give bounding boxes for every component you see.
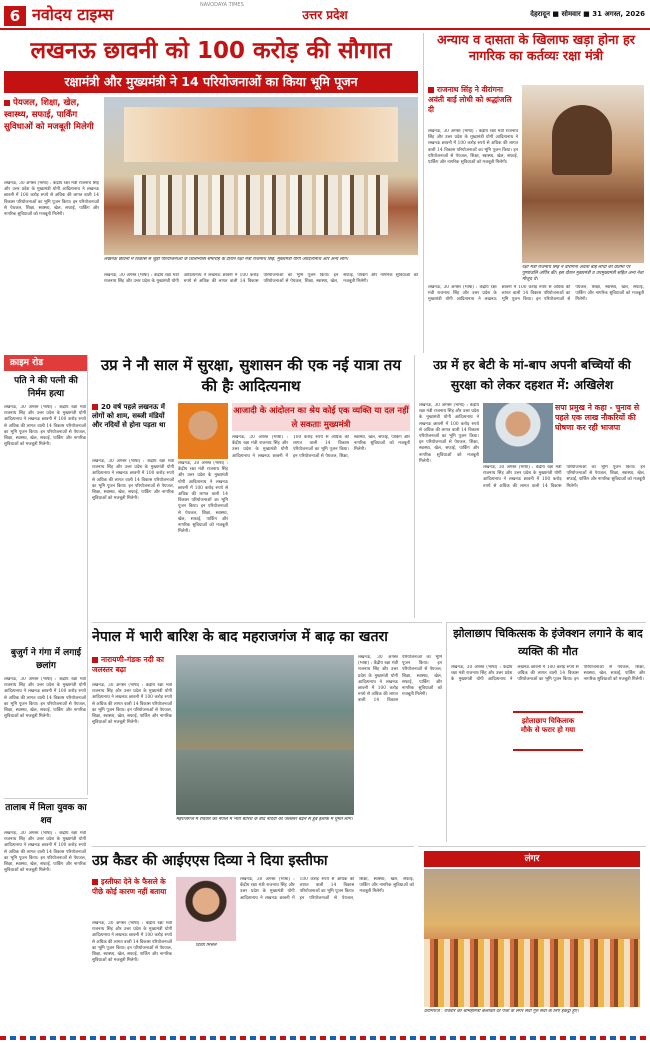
ias-photo xyxy=(176,877,236,941)
dateline: देहरादून ■ सोमवार ■ 31 अगस्त, 2026 xyxy=(530,10,645,18)
pond-story xyxy=(4,798,88,968)
rajnath-photo-caption: रक्षा मंत्री राजनाथ सिंह ने वीरांगना अवंती बाई लोधी की प्रतिमा पर पुष्पांजलि अर्पित की। इस दौरान मुख्यमंत्री व उपमुख्यमंत्री सहित अन्य नेता मौजूद थे। xyxy=(522,265,644,282)
ias-story xyxy=(92,846,414,1031)
lead-body-columns: लखनऊ, 30 अगस्त (भाषा) : केंद्रीय रक्षा मंत्री राजनाथ सिंह और उत्तर प्रदेश के मुख्यमंत्री योगी आदित्यनाथ ने लखनऊ छावनी में 100 करोड़ रुपये से अधिक की लागत वाली 14 विकास परियोजनाओं का भूमि पूजन किया। इन परियोजनाओं से पेयजल, शिक्षा, स्वास्थ्य, खेल, सफाई, पार्किंग और नागरिक सुविधाओं को मजबूती मिलेगी। xyxy=(104,273,418,285)
ias-photo-caption: दिव्या मित्तल xyxy=(195,943,217,948)
flood-body-columns: लखनऊ, 30 अगस्त (भाषा) : केंद्रीय रक्षा मंत्री राजनाथ सिंह और उत्तर प्रदेश के मुख्यमंत्री योगी आदित्यनाथ ने लखनऊ छावनी में 100 करोड़ रुपये से अधिक की लागत वाली 14 विकास परियोजनाओं का भूमि पूजन किया। इन परियोजनाओं से पेयजल, शिक्षा, स्वास्थ्य, खेल, सफाई, पार्किंग और नागरिक सुविधाओं को मजबूती मिलेगी। xyxy=(358,655,442,704)
yogi-col-1: लखनऊ, 30 अगस्त (भाषा) : केंद्रीय रक्षा मंत्री राजनाथ सिंह और उत्तर प्रदेश के मुख्यमंत्री योगी आदित्यनाथ ने लखनऊ छावनी में 100 करोड़ रुपये से अधिक की लागत वाली 14 विकास परियोजनाओं का भूमि पूजन किया। इन परियोजनाओं से पेयजल, शिक्षा, स्वास्थ्य, खेल, सफाई, पार्किंग और नागरिक सुविधाओं को मजबूती मिलेगी। xyxy=(92,459,174,502)
ias-body-columns: लखनऊ, 30 अगस्त (भाषा) : केंद्रीय रक्षा मंत्री राजनाथ सिंह और उत्तर प्रदेश के मुख्यमंत्री योगी आदित्यनाथ ने लखनऊ छावनी में 100 करोड़ रुपये से अधिक की लागत वाली 14 विकास परियोजनाओं का भूमि पूजन किया। इन परियोजनाओं से पेयजल, शिक्षा, स्वास्थ्य, खेल, सफाई, पार्किंग और नागरिक सुविधाओं को मजबूती मिलेगी। xyxy=(240,877,414,901)
akhilesh-story xyxy=(414,355,646,618)
doctor-pull-quote: झोलाछाप चिकित्सक मौके से फरार हो गया xyxy=(513,711,583,751)
doctor-story xyxy=(446,622,646,842)
ias-side-heading xyxy=(92,877,172,917)
bullet-icon xyxy=(428,87,434,93)
langar-label: लंगर xyxy=(424,851,640,867)
yogi-highlight xyxy=(92,403,174,455)
lead-photo xyxy=(104,97,418,255)
crime-story1-body: लखनऊ, 30 अगस्त (भाषा) : केंद्रीय रक्षा मंत्री राजनाथ सिंह और उत्तर प्रदेश के मुख्यमंत्री योगी आदित्यनाथ ने लखनऊ छावनी में 100 करोड़ रुपये से अधिक की लागत वाली 14 विकास परियोजनाओं का भूमि पूजन किया। इन परियोजनाओं से पेयजल, शिक्षा, स्वास्थ्य, खेल, सफाई, पार्किंग और नागरिक सुविधाओं को मजबूती मिलेगी। xyxy=(4,405,86,448)
masthead xyxy=(0,0,650,30)
footer-rule xyxy=(0,1036,650,1040)
sidebar-heading-text: पेयजल, शिक्षा, खेल, स्वास्थ्य, सफाई, पार्किंग सुविधाओं को मजबूती मिलेगी xyxy=(4,98,94,132)
bullet-icon xyxy=(92,404,98,410)
yogi-story xyxy=(92,355,410,618)
bullet-icon xyxy=(4,100,10,106)
lead-photo-caption: लखनऊ छावनी में विकास से जुड़ी परियोजनाओं के शिलान्यास समारोह के दौरान रक्षा मंत्री राजनाथ सिंह, मुख्यमंत्री योगी आदित्यनाथ और अन्य लोग। xyxy=(104,257,349,262)
langar-box xyxy=(418,846,646,1031)
yogi-photo xyxy=(178,403,228,459)
paper-name: नवोदय टाइम्स xyxy=(32,5,114,24)
rajnath-headline: अन्याय व दासता के खिलाफ खड़ा होना हर नागरिक का कर्तव्यः रक्षा मंत्री xyxy=(436,33,636,64)
crime-story2-head: बुजुर्ग ने गंगा में लगाई छलांग xyxy=(10,648,82,671)
lead-intro-text: लखनऊ, 30 अगस्त (भाषा) : केंद्रीय रक्षा मंत्री राजनाथ सिंह और उत्तर प्रदेश के मुख्यमंत्री योगी आदित्यनाथ ने लखनऊ छावनी में 100 करोड़ रुपये से अधिक की लागत वाली 14 विकास परियोजनाओं का भूमि पूजन किया। इन परियोजनाओं से पेयजल, शिक्षा, स्वास्थ्य, खेल, सफाई, पार्किंग और नागरिक सुविधाओं को मजबूती मिलेगी। xyxy=(4,181,99,218)
rajnath-side-heading xyxy=(428,85,518,125)
yogi-col-2: लखनऊ, 30 अगस्त (भाषा) : केंद्रीय रक्षा मंत्री राजनाथ सिंह और उत्तर प्रदेश के मुख्यमंत्री योगी आदित्यनाथ ने लखनऊ छावनी में 100 करोड़ रुपये से अधिक की लागत वाली 14 विकास परियोजनाओं का भूमि पूजन किया। इन परियोजनाओं से पेयजल, शिक्षा, स्वास्थ्य, खेल, सफाई, पार्किंग और नागरिक सुविधाओं को मजबूती मिलेगी। xyxy=(178,461,228,535)
yogi-headline: उप्र ने नौ साल में सुरक्षा, सुशासन की एक नई यात्रा तय की हैः आदित्यनाथ xyxy=(100,356,402,395)
page-number-badge: 6 xyxy=(4,6,26,26)
masthead-rule xyxy=(0,28,650,30)
pond-headline: तालाब में मिला युवक का शव xyxy=(5,803,87,826)
ias-col-1: लखनऊ, 30 अगस्त (भाषा) : केंद्रीय रक्षा मंत्री राजनाथ सिंह और उत्तर प्रदेश के मुख्यमंत्री योगी आदित्यनाथ ने लखनऊ छावनी में 100 करोड़ रुपये से अधिक की लागत वाली 14 विकास परियोजनाओं का भूमि पूजन किया। इन परियोजनाओं से पेयजल, शिक्षा, स्वास्थ्य, खेल, सफाई, पार्किंग और नागरिक सुविधाओं को मजबूती मिलेगी। xyxy=(92,921,172,964)
crowd xyxy=(424,939,640,1007)
flood-photo xyxy=(176,655,354,815)
rajnath-story xyxy=(423,33,646,353)
rajnath-col-1: लखनऊ, 30 अगस्त (भाषा) : केंद्रीय रक्षा मंत्री राजनाथ सिंह और उत्तर प्रदेश के मुख्यमंत्री योगी आदित्यनाथ ने लखनऊ छावनी में 100 करोड़ रुपये से अधिक की लागत वाली 14 विकास परियोजनाओं का भूमि पूजन किया। इन परियोजनाओं से पेयजल, शिक्षा, स्वास्थ्य, खेल, सफाई, पार्किंग और नागरिक सुविधाओं को मजबूती मिलेगी। xyxy=(428,129,518,166)
lead-headline: लखनऊ छावनी को 100 करोड़ की सौगात xyxy=(30,38,392,64)
rajnath-photo xyxy=(522,85,644,263)
ias-headline: उप्र कैडर की आईएएस दिव्या ने दिया इस्तीफा xyxy=(92,853,328,869)
lead-story xyxy=(4,33,418,353)
dignitaries-row xyxy=(134,175,388,235)
rajnath-body-columns: लखनऊ, 30 अगस्त (भाषा) : केंद्रीय रक्षा मंत्री राजनाथ सिंह और उत्तर प्रदेश के मुख्यमंत्री योगी आदित्यनाथ ने लखनऊ छावनी में 100 करोड़ रुपये से अधिक की लागत वाली 14 विकास परियोजनाओं का भूमि पूजन किया। इन परियोजनाओं से पेयजल, शिक्षा, स्वास्थ्य, खेल, सफाई, पार्किंग और नागरिक सुविधाओं को मजबूती मिलेगी। xyxy=(428,285,644,303)
langar-photo xyxy=(424,869,640,1007)
doctor-headline: झोलाछाप चिकित्सक के इंजेक्शन लगाने के बाद व्यक्ति की मौत xyxy=(453,627,643,658)
langar-caption: प्रयागराज : रविवार को श्रीमहामंत्री कलावेत दर पंजी के लंगर सेवा गुरु सेवा के लिए इकट्ठा हुए। xyxy=(424,1009,579,1014)
flood-story xyxy=(92,622,442,842)
crime-story2-body: लखनऊ, 30 अगस्त (भाषा) : केंद्रीय रक्षा मंत्री राजनाथ सिंह और उत्तर प्रदेश के मुख्यमंत्री योगी आदित्यनाथ ने लखनऊ छावनी में 100 करोड़ रुपये से अधिक की लागत वाली 14 विकास परियोजनाओं का भूमि पूजन किया। इन परियोजनाओं से पेयजल, शिक्षा, स्वास्थ्य, खेल, सफाई, पार्किंग और नागरिक सुविधाओं को मजबूती मिलेगी। xyxy=(4,677,86,720)
flood-water xyxy=(176,750,354,815)
akhilesh-photo xyxy=(483,403,553,463)
crime-label: क्राइम रोड xyxy=(4,355,88,371)
flood-side-heading xyxy=(92,655,172,681)
bullet-icon xyxy=(92,879,98,885)
doctor-body: लखनऊ, 30 अगस्त (भाषा) : केंद्रीय रक्षा मंत्री राजनाथ सिंह और उत्तर प्रदेश के मुख्यमंत्री योगी आदित्यनाथ ने लखनऊ छावनी में 100 करोड़ रुपये से अधिक की लागत वाली 14 विकास परियोजनाओं का भूमि पूजन किया। इन परियोजनाओं से पेयजल, शिक्षा, स्वास्थ्य, खेल, सफाई, पार्किंग और नागरिक सुविधाओं को मजबूती मिलेगी। xyxy=(451,665,645,683)
crime-story1-head: पति ने की पत्नी की निर्मम हत्या xyxy=(14,376,78,399)
pond-body: लखनऊ, 30 अगस्त (भाषा) : केंद्रीय रक्षा मंत्री राजनाथ सिंह और उत्तर प्रदेश के मुख्यमंत्री योगी आदित्यनाथ ने लखनऊ छावनी में 100 करोड़ रुपये से अधिक की लागत वाली 14 विकास परियोजनाओं का भूमि पूजन किया। इन परियोजनाओं से पेयजल, शिक्षा, स्वास्थ्य, खेल, सफाई, पार्किंग और नागरिक सुविधाओं को मजबूती मिलेगी। xyxy=(4,831,86,874)
side-heading-text: राजनाथ सिंह ने वीरांगना अवंती बाई लोधी को श्रद्धांजलि दी xyxy=(428,85,512,114)
bullet-icon xyxy=(92,657,98,663)
akhilesh-headline: उप्र में हर बेटी के मां-बाप अपनी बच्चियों की सुरक्षा को लेकर दहशत में: अखिलेश xyxy=(433,358,631,392)
flood-col-1: लखनऊ, 30 अगस्त (भाषा) : केंद्रीय रक्षा मंत्री राजनाथ सिंह और उत्तर प्रदेश के मुख्यमंत्री योगी आदित्यनाथ ने लखनऊ छावनी में 100 करोड़ रुपये से अधिक की लागत वाली 14 विकास परियोजनाओं का भूमि पूजन किया। इन परियोजनाओं से पेयजल, शिक्षा, स्वास्थ्य, खेल, सफाई, पार्किंग और नागरिक सुविधाओं को मजबूती मिलेगी। xyxy=(92,683,172,726)
lead-sidebar-heading xyxy=(4,97,99,177)
side-heading-text: इस्तीफा देने के फैसले के पीछे कोई कारण नहीं बताया xyxy=(92,877,167,896)
side-heading-text: नारायणी-गंडक नदी का जलस्तर बढ़ा xyxy=(92,655,164,674)
lead-subhead: रक्षामंत्री और मुख्यमंत्री ने 14 परियोजनाओं का किया भूमि पूजन xyxy=(4,71,418,93)
akhilesh-inner-heading: सपा प्रमुख ने कहा - चुनाव से पहले एक लाख नौकरियों की घोषणा कर रही भाजपा xyxy=(555,403,640,432)
flood-headline: नेपाल में भारी बारिश के बाद महराजगंज में बाढ़ का खतरा xyxy=(92,629,388,645)
yogi-inner-heading: आजादी के आंदोलन का श्रेय कोई एक व्यक्ति या दल नहीं ले सकताः मुख्यमंत्री xyxy=(233,405,409,429)
statue xyxy=(552,105,612,175)
highlight-text: 20 वर्ष पहले लखनऊ में लोगों को शाम, सब्जी मंडियों और नदियों से होना पड़ता था xyxy=(92,403,166,429)
stage-banner xyxy=(124,107,398,162)
yogi-body-columns: लखनऊ, 30 अगस्त (भाषा) : केंद्रीय रक्षा मंत्री राजनाथ सिंह और उत्तर प्रदेश के मुख्यमंत्री योगी आदित्यनाथ ने लखनऊ छावनी में 100 करोड़ रुपये से अधिक की लागत वाली 14 विकास परियोजनाओं का भूमि पूजन किया। इन परियोजनाओं से पेयजल, शिक्षा, स्वास्थ्य, खेल, सफाई, पार्किंग और नागरिक सुविधाओं को मजबूती मिलेगी। xyxy=(232,435,410,459)
akhilesh-col-1: लखनऊ, 30 अगस्त (भाषा) : केंद्रीय रक्षा मंत्री राजनाथ सिंह और उत्तर प्रदेश के मुख्यमंत्री योगी आदित्यनाथ ने लखनऊ छावनी में 100 करोड़ रुपये से अधिक की लागत वाली 14 विकास परियोजनाओं का भूमि पूजन किया। इन परियोजनाओं से पेयजल, शिक्षा, स्वास्थ्य, खेल, सफाई, पार्किंग और नागरिक सुविधाओं को मजबूती मिलेगी। xyxy=(419,403,479,464)
flood-photo-caption: महराजगंज में रविवार को नेपाल में भारी बारिश के बाद नदियों का जलस्तर बढ़ने से डूबे इलाके में घूमते लोग। xyxy=(176,817,353,822)
akhilesh-body-columns: लखनऊ, 30 अगस्त (भाषा) : केंद्रीय रक्षा मंत्री राजनाथ सिंह और उत्तर प्रदेश के मुख्यमंत्री योगी आदित्यनाथ ने लखनऊ छावनी में 100 करोड़ रुपये से अधिक की लागत वाली 14 विकास परियोजनाओं का भूमि पूजन किया। इन परियोजनाओं से पेयजल, शिक्षा, स्वास्थ्य, खेल, सफाई, पार्किंग और नागरिक सुविधाओं को मजबूती मिलेगी। xyxy=(483,465,645,489)
paper-name-small: NAVODAYA TIMES xyxy=(200,2,244,8)
crime-column xyxy=(4,355,88,795)
section-label: उत्तर प्रदेश xyxy=(302,8,348,22)
